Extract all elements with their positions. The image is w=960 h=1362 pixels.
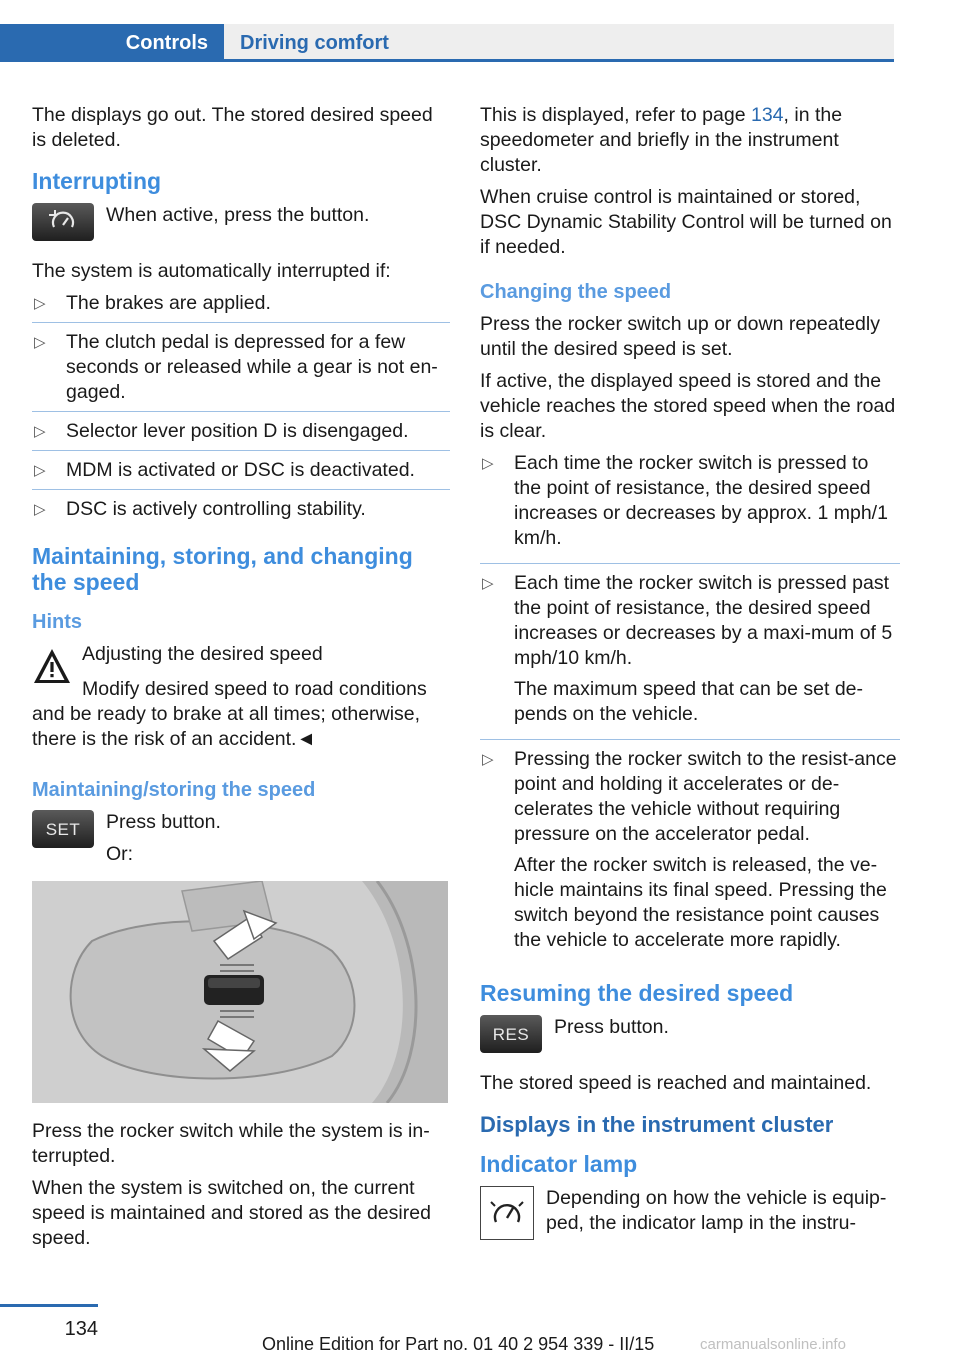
heading-resuming: Resuming the desired speed (480, 980, 794, 1006)
triangle-bullet-icon: ▷ (34, 295, 46, 312)
res-row (480, 1015, 900, 1061)
rocker-switch-image (32, 881, 448, 1103)
res-button-icon: RES (480, 1015, 542, 1053)
paragraph-if-active: If active, the displayed speed is stored and the vehicle reaches the stored speed when the road is clear. (480, 370, 896, 442)
paragraph-displayed: This is displayed, refer to page 134, in the speedometer and briefly in the instrument cluster. (480, 104, 843, 176)
page-number: 134 (64, 1318, 98, 1340)
list-item: ▷ The brakes are applied. (32, 291, 450, 323)
heading-hints: Hints (32, 611, 82, 633)
paragraph-rocker: Press the rocker switch up or down repeatedly until the desired speed is set. (480, 313, 880, 360)
triangle-bullet-icon: ▷ (34, 462, 46, 479)
list-item: ▷ Pressing the rocker switch to the resist-ance point and holding it accelerates or de-celerates the vehicle without requiring pressure on the accelerator pedal. After the rocker switch is released, the ve-hicle maintains its final speed. Pressing the switch beyond the resistance point causes the vehicle to accelerate more rapidly. (482, 748, 897, 951)
hint-row (32, 642, 450, 667)
heading-maintaining: Maintaining, storing, and changing the speed (32, 543, 413, 595)
footer-rule (0, 1304, 98, 1307)
paragraph-reached: The stored speed is reached and maintained. (480, 1072, 872, 1094)
triangle-bullet-icon: ▷ (34, 501, 46, 518)
cruise-interrupt-button-icon (32, 203, 94, 241)
rocker-paragraph: Press the rocker switch while the system is in-terrupted. (32, 1120, 430, 1167)
edition-text: Online Edition for Part no. 01 40 2 954 339 - II/15 (262, 1334, 655, 1354)
right-column (480, 103, 900, 1246)
indicator-row (480, 1186, 900, 1236)
list-item: ▷ The clutch pedal is depressed for a few seconds or released while a gear is not en-gaged. (32, 330, 450, 412)
interrupt-list (32, 291, 450, 528)
store-instruction: Press button. Or: (106, 811, 221, 865)
page-header (0, 0, 960, 62)
switched-on-paragraph: When the system is switched on, the current speed is maintained and stored as the desired speed. (32, 1177, 431, 1249)
paragraph-dsc: When cruise control is maintained or stored, DSC Dynamic Stability Control will be turned on if needed. (480, 186, 892, 258)
triangle-bullet-icon: ▷ (482, 751, 494, 768)
list-item: ▷ Each time the rocker switch is pressed to the point of resistance, the desired speed increases or decreases by approx. 1 mph/1 km/h. (480, 451, 900, 564)
heading-indicator: Indicator lamp (480, 1151, 638, 1177)
interrupt-instruction: When active, press the button. (106, 204, 370, 226)
heading-changing: Changing the speed (480, 281, 672, 303)
cruise-indicator-lamp-icon (480, 1186, 534, 1240)
resume-instruction: Press button. (554, 1016, 669, 1038)
triangle-bullet-icon: ▷ (482, 455, 494, 472)
list-item: ▷ DSC is actively controlling stability. (34, 498, 366, 520)
page-reference-link[interactable]: 134 (750, 104, 784, 126)
speed-change-list (480, 451, 900, 965)
triangle-bullet-icon: ▷ (482, 575, 494, 592)
set-row (32, 810, 450, 867)
interrupt-row (32, 203, 450, 249)
auto-interrupt-intro: The system is automatically interrupted if: (32, 260, 391, 282)
triangle-bullet-icon: ▷ (34, 334, 46, 351)
hint-body: Modify desired speed to road conditions and be ready to brake at all times; otherwise, there is the risk of an accident.◄ (32, 678, 427, 750)
left-column (32, 103, 450, 1258)
triangle-bullet-icon: ▷ (34, 423, 46, 440)
paragraph-displays-out: The displays go out. The stored desired speed is deleted. (32, 104, 433, 151)
heading-interrupting: Interrupting (32, 168, 162, 194)
list-item: ▷ Selector lever position D is disengaged. (32, 419, 450, 451)
heading-displays: Displays in the instrument cluster (480, 1112, 834, 1137)
indicator-text: Depending on how the vehicle is equip-ped, the indicator lamp in the instru- (546, 1187, 887, 1234)
warning-triangle-icon (32, 646, 72, 693)
list-item: ▷ Each time the rocker switch is pressed past the point of resistance, the desired speed increases or decreases by a maxi-mum of 5 mph/10 km/h. The maximum speed that can be set de-pends on the vehicle. (480, 571, 900, 740)
heading-storing: Maintaining/storing the speed (32, 779, 316, 801)
hint-title: Adjusting the desired speed (82, 643, 323, 665)
header-section-title: Controls (125, 32, 208, 54)
header-chapter-title: Driving comfort (240, 32, 389, 54)
watermark: carmanualsonline.info (700, 1336, 846, 1353)
set-button-icon: SET (32, 810, 94, 848)
list-item: ▷ MDM is activated or DSC is deactivated. (32, 458, 450, 490)
